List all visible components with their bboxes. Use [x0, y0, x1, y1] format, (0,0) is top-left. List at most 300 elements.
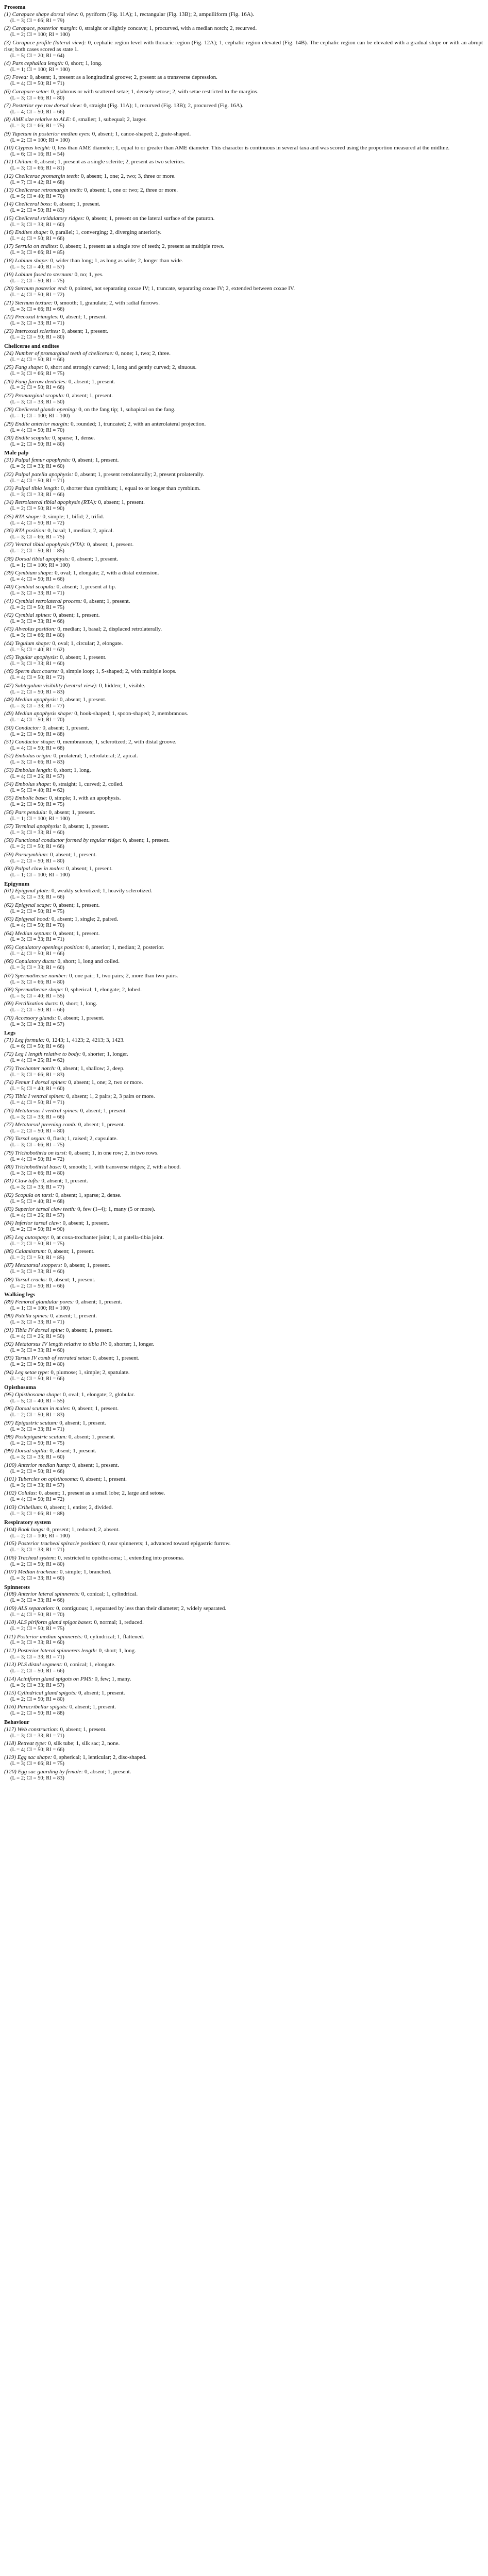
character-stats: (L = 4; CI = 50; RI = 66) [10, 236, 64, 242]
character-states: 0, absent; 1, present. [62, 823, 110, 830]
character-entry [4, 1299, 483, 1312]
character-states: 0, absent; 1, present. [66, 866, 113, 872]
character-stats: (L = 4; CI = 50; RI = 71) [10, 1100, 64, 1106]
character-states: 0, few (1–4); 1, many (5 or more). [77, 1206, 155, 1212]
character-entry [4, 902, 483, 915]
character-text [4, 626, 483, 633]
character-entry [4, 1122, 483, 1134]
character-title: (86) Calamistrum: [4, 1248, 47, 1255]
character-text [4, 640, 483, 647]
character-stats: (L = 2; CI = 50; RI = 75) [10, 1626, 64, 1632]
character-text [4, 1704, 483, 1710]
character-title: (41) Cymbial retrolateral process: [4, 598, 82, 604]
character-title: (107) Median tracheae: [4, 1569, 59, 1575]
character-text [4, 173, 483, 180]
character-states: 0, absent; 1, present. [71, 555, 119, 562]
character-states: 0, simple; 1, branched. [59, 1569, 112, 1575]
character-entry [4, 1327, 483, 1340]
character-title: (98) Postepigastric scutum: [4, 1434, 68, 1440]
character-states: 0, absent; 1, present. [69, 1704, 116, 1710]
character-stats: (L = 3; CI = 33; RI = 66) [10, 618, 64, 624]
character-stats: (L = 2; CI = 100; RI = 100) [10, 32, 70, 38]
character-stats: (L = 2; CI = 50; RI = 80) [10, 1561, 64, 1567]
character-entry [4, 103, 483, 115]
character-stats: (L = 3; CI = 66; RI = 75) [10, 123, 64, 129]
character-text [4, 1178, 483, 1184]
character-states: 0, absent; 1, present. [68, 378, 115, 385]
character-stats: (L = 3; CI = 33; RI = 60) [10, 1269, 64, 1275]
character-states: 0, silk tube; 1, silk sac; 2, none. [48, 1740, 120, 1747]
character-stats: (L = 3; CI = 33; RI = 60) [10, 1640, 64, 1646]
character-stats: (L = 3; CI = 33; RI = 60) [10, 464, 64, 470]
character-title: (24) Number of promarginal teeth of chelicerae: [4, 350, 114, 357]
character-states: 0, absent; 1, present. [78, 1689, 125, 1696]
character-title: (18) Labium shape: [4, 257, 49, 264]
character-states: 0, hidden; 1, visible. [99, 682, 146, 689]
character-stats: (L = 2; CI = 50; RI = 66) [10, 385, 64, 391]
character-stats: (L = 3; CI = 66; RI = 80) [10, 1170, 64, 1176]
character-title: (8) AME size relative to ALE: [4, 116, 72, 123]
character-entry [4, 89, 483, 101]
character-title: (5) Fovea: [4, 74, 28, 81]
character-states: 0, on the fang tip; 1, subapical on the fang. [78, 406, 176, 413]
character-text [4, 1327, 483, 1334]
character-text [4, 393, 483, 399]
character-stats: (L = 3; CI = 66; RI = 75) [10, 1761, 64, 1767]
character-title: (49) Median apophysis shape: [4, 710, 73, 717]
character-entry [4, 1051, 483, 1064]
character-stats: (L = 4; CI = 50; RI = 66) [10, 951, 64, 957]
character-states: 0, absent; 1, present. [123, 837, 170, 844]
character-entry [4, 556, 483, 569]
character-title: (42) Cymbial spines: [4, 612, 52, 618]
character-text [4, 781, 483, 788]
character-title: (117) Web construction: [4, 1726, 59, 1733]
character-entry [4, 379, 483, 392]
character-stats: (L = 4; CI = 50; RI = 71) [10, 478, 64, 484]
character-entry [4, 1136, 483, 1148]
character-entry [4, 1704, 483, 1717]
character-states: 0, absent; 1, one; 2, two; 3, three or more. [80, 173, 176, 179]
character-states: 0, absent; 1, single; 2, paired. [51, 916, 119, 923]
character-stats: (L = 3; CI = 33; RI = 66) [10, 492, 64, 498]
character-title: (111) Posterior median spinnerets: [4, 1633, 83, 1640]
character-stats: (L = 3; CI = 66; RI = 75) [10, 534, 64, 540]
character-title: (113) PLS distal segment: [4, 1662, 63, 1668]
character-text [4, 435, 483, 442]
character-title: (6) Carapace setae: [4, 88, 49, 95]
character-states: 0, absent; 1, present on the lateral surface of the paturon. [86, 215, 215, 222]
character-entry [4, 40, 483, 59]
character-title: (68) Spermathecae shape: [4, 986, 64, 993]
character-stats: (L = 3; CI = 33; RI = 71) [10, 590, 64, 597]
character-states: 0, absent; 1, present. [85, 1768, 131, 1775]
character-title: (13) Chelicerae retromargin teeth: [4, 187, 83, 194]
character-stats: (L = 3; CI = 66; RI = 79) [10, 18, 64, 24]
character-states: 0, few; 1, many. [94, 1675, 131, 1682]
character-entry [4, 640, 483, 653]
character-title: (16) Endites shape: [4, 229, 49, 236]
section-title: Male palp [4, 450, 29, 456]
character-title: (108) Anterior lateral spinnerets: [4, 1591, 80, 1598]
character-entry [4, 528, 483, 540]
character-stats: (L = 3; CI = 33; RI = 71) [10, 1319, 64, 1326]
section-title: Spinnerets [4, 1584, 30, 1590]
character-title: (20) Sternum posterior end: [4, 285, 68, 292]
character-title: (2) Carapace, posterior margin: [4, 25, 78, 32]
section-title: Prosoma [4, 4, 26, 10]
character-entry [4, 1178, 483, 1191]
character-text [4, 1093, 483, 1100]
character-states: 0, absent; 1, present. [80, 1476, 127, 1483]
character-title: (53) Embolus length: [4, 767, 53, 773]
character-text [4, 683, 483, 689]
character-states: 0, glabrous or with scattered setae; 1, densely setose; 2, with setae restricted to the margins. [51, 88, 259, 95]
character-text [4, 1051, 483, 1058]
character-text [4, 1341, 483, 1348]
character-stats: (L = 3; CI = 33; RI = 71) [10, 1426, 64, 1432]
character-text [4, 1527, 483, 1533]
section-title: Chelicerae and endites [4, 343, 59, 349]
character-entry [4, 1150, 483, 1163]
character-title: (59) Paracymbium: [4, 851, 49, 858]
character-stats: (L = 3; CI = 33; RI = 71) [10, 1547, 64, 1553]
character-entry [4, 1079, 483, 1092]
character-stats: (L = 3; CI = 33; RI = 77) [10, 703, 64, 709]
character-text [4, 406, 483, 413]
character-states: 0, simple; 1, bifid; 2, trifid. [42, 513, 104, 520]
character-states: 0, less than AME diameter; 1, equal to or greater than AME diameter. This character is continuous in several taxa and was scored using the proportion measured at the midline. [52, 145, 450, 151]
section [4, 1584, 483, 1717]
character-text [4, 159, 483, 165]
character-states: 0, absent; 1, present. [66, 392, 113, 399]
character-entry [4, 1405, 483, 1418]
character-text [4, 116, 483, 123]
character-text [4, 528, 483, 534]
character-stats: (L = 2; CI = 50; RI = 75) [10, 604, 64, 611]
character-stats: (L = 4; CI = 50; RI = 72) [10, 292, 64, 298]
character-stats: (L = 3; CI = 66; RI = 66) [10, 306, 64, 312]
character-text [4, 1490, 483, 1497]
character-title: (48) Median apophysis: [4, 697, 59, 703]
character-states: 0, absent; 1, present. [54, 201, 100, 208]
character-text [4, 767, 483, 774]
character-entry [4, 1065, 483, 1078]
character-title: (44) Tegulum shape: [4, 640, 51, 647]
character-entry [4, 1676, 483, 1689]
character-text [4, 710, 483, 717]
character-entry [4, 1540, 483, 1553]
character-stats: (L = 4; CI = 50; RI = 72) [10, 1156, 64, 1162]
character-text [4, 103, 483, 109]
character-text [4, 1754, 483, 1761]
character-stats: (L = 3; CI = 66; RI = 83) [10, 1072, 64, 1078]
character-stats: (L = 2; CI = 50; RI = 66) [10, 1468, 64, 1475]
character-states: 0, sparse; 1, dense. [52, 434, 95, 441]
character-stats: (L = 5; CI = 20; RI = 64) [10, 53, 64, 59]
character-stats: (L = 5; CI = 40; RI = 57) [10, 264, 64, 270]
character-text [4, 1122, 483, 1128]
character-entry [4, 1634, 483, 1647]
character-stats: (L = 3; CI = 33; RI = 50) [10, 399, 64, 405]
character-stats: (L = 3; CI = 33; RI = 57) [10, 1483, 64, 1489]
character-text [4, 285, 483, 292]
character-title: (19) Labium fused to sternum: [4, 272, 73, 278]
character-title: (9) Tapetum in posterior median eyes: [4, 130, 91, 137]
character-states: 0, smooth; 1, granulate; 2, with radial furrows. [54, 299, 160, 306]
character-text [4, 1206, 483, 1213]
character-states: 0, absent; 1, present. [59, 1419, 106, 1426]
character-entry [4, 1448, 483, 1461]
character-states: 0, 1243; 1, 4123; 2, 4213; 3, 1423. [46, 1037, 125, 1043]
character-stats: (L = 5; CI = 40; RI = 55) [10, 993, 64, 999]
character-text [4, 60, 483, 67]
character-text [4, 1569, 483, 1575]
character-text [4, 1262, 483, 1269]
character-stats: (L = 4; CI = 50; RI = 72) [10, 1497, 64, 1503]
character-text [4, 1220, 483, 1227]
character-entry [4, 570, 483, 583]
character-text [4, 1192, 483, 1199]
character-text [4, 514, 483, 520]
character-title: (109) ALS separation: [4, 1605, 55, 1612]
character-title: (110) ALS piriform gland spigot bases: [4, 1619, 93, 1626]
character-title: (66) Copulatory ducts: [4, 958, 56, 965]
character-stats: (L = 2; CI = 50; RI = 88) [10, 731, 64, 737]
character-entry [4, 626, 483, 639]
character-stats: (L = 2; CI = 50; RI = 83) [10, 689, 64, 695]
character-stats: (L = 3; CI = 33; RI = 66) [10, 1598, 64, 1604]
character-states: 0, normal; 1, reduced. [94, 1619, 144, 1626]
character-title: (67) Spermathecae number: [4, 972, 68, 979]
character-states: 0, none; 1, two; 2, three. [115, 350, 171, 357]
character-stats: (L = 4; CI = 50; RI = 71) [10, 81, 64, 87]
character-text [4, 1136, 483, 1142]
character-text [4, 902, 483, 909]
character-entry [4, 697, 483, 709]
character-states: 0, pointed, not separating coxae IV; 1, truncate, separating coxae IV; 2, extended between coxae IV. [69, 285, 295, 292]
section [4, 1519, 483, 1582]
character-stats: (L = 6; CI = 50; RI = 66) [10, 1043, 64, 1049]
character-text [4, 1150, 483, 1157]
character-entry [4, 131, 483, 144]
character-text [4, 973, 483, 979]
character-title: (25) Fang shape: [4, 364, 44, 371]
character-text [4, 243, 483, 250]
character-text [4, 1277, 483, 1283]
character-stats: (L = 2; CI = 50; RI = 90) [10, 1227, 64, 1233]
character-title: (88) Tarsal cracks: [4, 1276, 47, 1283]
character-title: (115) Cylindrical gland spigots: [4, 1689, 77, 1696]
character-text [4, 499, 483, 506]
character-title: (99) Dorsal sigilla: [4, 1448, 48, 1454]
character-entry [4, 1434, 483, 1447]
character-title: (14) Cheliceral boss: [4, 201, 53, 208]
character-stats: (L = 3; CI = 33; RI = 57) [10, 1682, 64, 1688]
character-entry [4, 1001, 483, 1013]
character-states: 0, short and strongly curved; 1, long and gently curved; 2, sinuous. [45, 364, 197, 371]
character-states: 0, straight; 1, curved; 2, coiled. [53, 781, 124, 788]
character-states: 0, one pair; 1, two pairs; 2, more than two pairs. [69, 972, 178, 979]
character-text [4, 852, 483, 858]
character-text [4, 1405, 483, 1412]
character-title: (92) Metatarsus IV length relative to tibia IV: [4, 1341, 107, 1348]
character-states: 0, oval; 1, elongate; 2, globular. [62, 1392, 135, 1398]
character-stats: (L = 6; CI = 16; RI = 54) [10, 151, 64, 157]
character-entry [4, 350, 483, 363]
character-states: 0, absent; 1, present. [42, 724, 89, 731]
character-states: 0, shorter; 1, longer. [82, 1051, 128, 1058]
character-states: 0, absent; 1, present as a small lobe; 2, large and setose. [39, 1490, 165, 1497]
character-text [4, 1726, 483, 1733]
character-stats: (L = 2; CI = 100; RI = 100) [10, 1533, 70, 1539]
character-states: 0, absent; 1, present. [50, 851, 97, 858]
character-text [4, 1690, 483, 1697]
character-states: 0, absent; 1, canoe-shaped; 2, grate-shaped. [92, 130, 191, 137]
character-title: (57) Terminal apophysis: [4, 823, 61, 830]
character-entry [4, 1192, 483, 1205]
character-title: (104) Book lungs: [4, 1527, 45, 1533]
character-stats: (L = 5; CI = 40; RI = 62) [10, 647, 64, 653]
character-text [4, 471, 483, 478]
character-stats: (L = 3; CI = 66; RI = 85) [10, 250, 64, 256]
character-title: (36) RTA position: [4, 527, 46, 534]
character-stats: (L = 5; CI = 40; RI = 70) [10, 194, 64, 200]
character-text [4, 1476, 483, 1483]
character-stats: (L = 2; CI = 50; RI = 83) [10, 1775, 64, 1781]
character-title: (58) Functional conductor formed by tegular ridge: [4, 837, 122, 844]
section-title: Legs [4, 1029, 15, 1036]
character-stats: (L = 3; CI = 66; RI = 80) [10, 633, 64, 639]
character-text [4, 1299, 483, 1306]
character-stats: (L = 3; CI = 33; RI = 77) [10, 1184, 64, 1191]
character-entry [4, 958, 483, 971]
character-text [4, 1369, 483, 1376]
character-states: 0, short; 1, long. [98, 1647, 136, 1654]
character-entry [4, 1277, 483, 1290]
character-stats: (L = 3; CI = 33; RI = 71) [10, 937, 64, 943]
character-title: (60) Palpal claw in males: [4, 866, 65, 872]
character-text [4, 809, 483, 816]
character-text [4, 187, 483, 194]
character-stats: (L = 4; CI = 50; RI = 70) [10, 427, 64, 433]
character-text [4, 584, 483, 590]
character-states: 0, smooth; 1, with transverse ridges; 2, with a hood. [63, 1163, 181, 1170]
character-entry [4, 229, 483, 242]
character-entry [4, 201, 483, 214]
character-stats: (L = 2; CI = 50; RI = 80) [10, 1696, 64, 1702]
character-title: (1) Carapace shape dorsal view: [4, 11, 79, 18]
character-text [4, 1164, 483, 1171]
character-title: (90) Patella spines: [4, 1313, 49, 1319]
character-title: (84) Inferior tarsal claw: [4, 1220, 61, 1227]
character-states: 0, absent; 1, one or two; 2, three or more. [84, 187, 178, 194]
character-entry [4, 1726, 483, 1739]
character-title: (32) Palpal patella apophysis: [4, 471, 74, 478]
character-text [4, 1662, 483, 1668]
character-stats: (L = 2; CI = 50; RI = 83) [10, 1412, 64, 1418]
character-title: (65) Copulatory openings position: [4, 944, 85, 951]
character-title: (45) Tegular apophysis: [4, 654, 59, 660]
character-title: (33) Palpal tibia length: [4, 485, 60, 492]
character-stats: (L = 1; CI = 100; RI = 100) [10, 816, 70, 822]
character-states: 0, absent; 1, present. [53, 612, 100, 618]
section-title: Opisthosoma [4, 1384, 36, 1391]
character-title: (91) Tibia IV dorsal spine: [4, 1327, 65, 1333]
character-states: 0, absent; 1, present. [93, 1355, 140, 1362]
character-title: (47) Subtegulum visibility (ventral view): [4, 682, 98, 689]
character-entry [4, 973, 483, 986]
character-title: (72) Leg I length relative to body: [4, 1051, 81, 1058]
character-states: 0, oval; 1, elongate; 2, with a distal extension. [55, 569, 159, 576]
character-entry [4, 710, 483, 723]
character-entry [4, 514, 483, 527]
character-title: (29) Endite anterior margin: [4, 420, 70, 427]
character-stats: (L = 3; CI = 33; RI = 60) [10, 222, 64, 228]
character-states: 0, at coxa-trochanter joint; 1, at patella-tibia joint. [51, 1234, 164, 1241]
character-entry [4, 837, 483, 850]
character-entry [4, 916, 483, 929]
character-states: 0, spherical; 1, elongate; 2, lobed. [65, 986, 142, 993]
character-entry [4, 421, 483, 434]
character-entry [4, 739, 483, 752]
character-entry [4, 1420, 483, 1433]
character-text [4, 1740, 483, 1747]
character-text [4, 201, 483, 208]
character-states: 0, shorter than cymbium; 1, equal to or longer than cymbium. [60, 485, 200, 492]
character-states: 0, absent; 1, present. [78, 1121, 125, 1128]
character-stats: (L = 4; CI = 50; RI = 72) [10, 675, 64, 681]
character-title: (46) Sperm duct course: [4, 668, 59, 675]
character-title: (56) Pars pendula: [4, 809, 47, 816]
character-states: 0, no; 1, yes. [74, 272, 104, 278]
character-stats: (L = 2; CI = 50; RI = 75) [10, 1241, 64, 1247]
character-title: (95) Opisthosoma shape: [4, 1392, 62, 1398]
character-title: (55) Embolic base: [4, 795, 48, 802]
character-states: 0, present; 1, reduced; 2, absent. [46, 1527, 120, 1533]
character-states: 0, conical; 1, elongate. [64, 1662, 116, 1668]
character-text [4, 131, 483, 138]
character-title: (75) Tibia I ventral spines: [4, 1093, 65, 1100]
character-text [4, 1676, 483, 1683]
character-stats: (L = 1; CI = 100; RI = 100) [10, 413, 70, 419]
character-entry [4, 1206, 483, 1219]
character-states: 0, absent; 1, present. [72, 457, 119, 464]
character-text [4, 74, 483, 81]
character-text [4, 1355, 483, 1362]
character-states: 0, pyriform (Fig. 11A); 1, rectangular (Fig. 13B); 2, ampulliform (Fig. 16A). [80, 11, 255, 18]
character-stats: (L = 3; CI = 33; RI = 60) [10, 830, 64, 836]
character-title: (78) Tarsal organ: [4, 1136, 46, 1142]
character-stats: (L = 4; CI = 50; RI = 66) [10, 1747, 64, 1753]
character-entry [4, 328, 483, 341]
character-stats: (L = 4; CI = 50; RI = 72) [10, 520, 64, 526]
character-entry [4, 25, 483, 38]
character-entry [4, 1015, 483, 1028]
character-title: (39) Cymbium shape: [4, 569, 54, 576]
character-text [4, 888, 483, 894]
character-title: (37) Ventral tibial apophysis (VTA): [4, 541, 86, 548]
character-text [4, 1634, 483, 1640]
character-stats: (L = 3; CI = 33; RI = 60) [10, 1575, 64, 1582]
character-entry [4, 60, 483, 73]
character-stats: (L = 3; CI = 66; RI = 88) [10, 1511, 64, 1517]
character-states: 0, absent; 1, 2 pairs; 2, 3 pairs or more. [66, 1093, 155, 1100]
character-states: 0, absent; 1, present at tip. [56, 584, 116, 590]
character-states: 0, absent; 1, present. [48, 809, 95, 816]
character-title: (61) Epigynal plate: [4, 888, 51, 894]
character-title: (96) Dorsal scutum in males: [4, 1405, 71, 1412]
